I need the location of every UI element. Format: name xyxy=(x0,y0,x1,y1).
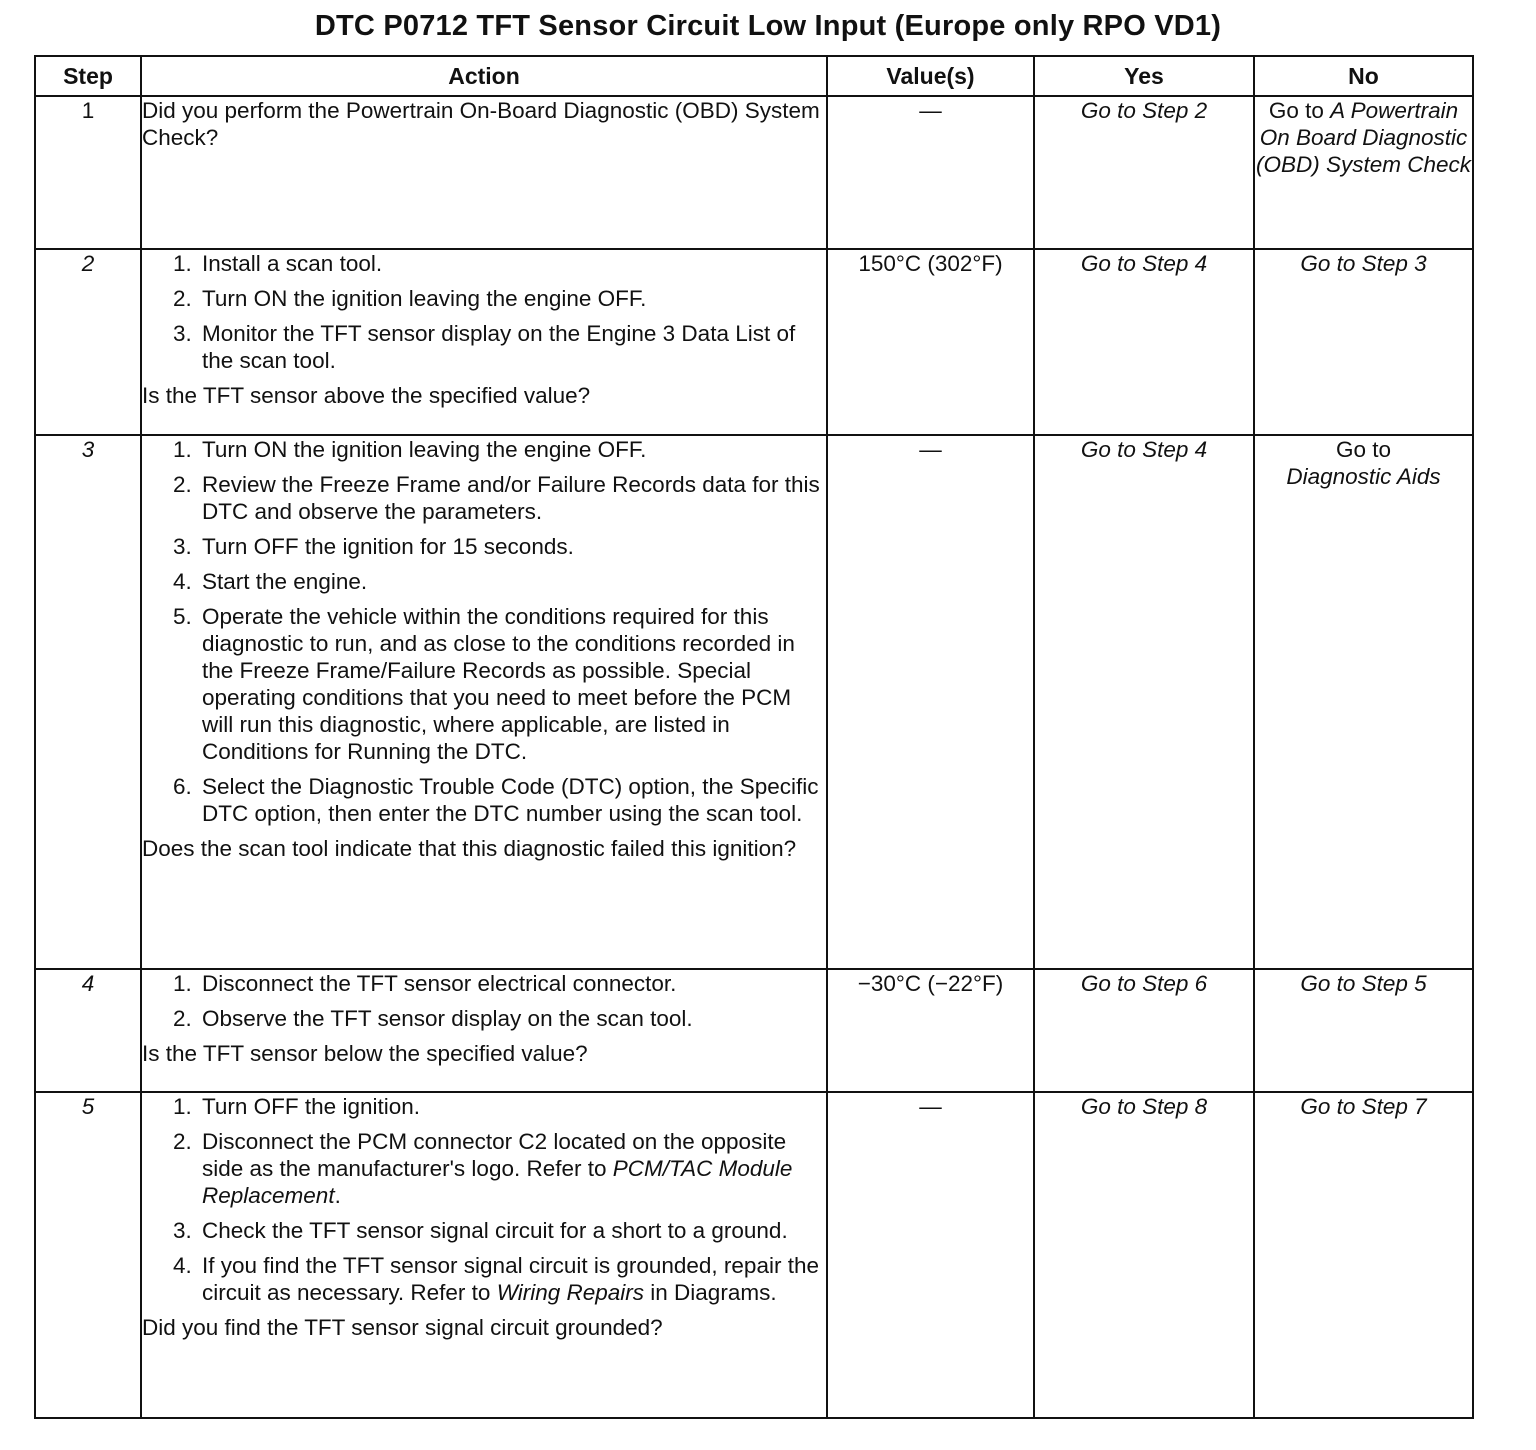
header-action: Action xyxy=(141,56,827,96)
page-title: DTC P0712 TFT Sensor Circuit Low Input (Europe only RPO VD1) xyxy=(314,10,1222,42)
no-link[interactable]: Diagnostic Aids xyxy=(1286,464,1441,489)
table-row xyxy=(35,1092,1473,1418)
action-step: 1. Disconnect the TFT sensor electrical connector. xyxy=(198,970,826,997)
action-cell xyxy=(141,96,827,249)
action-step xyxy=(198,1128,826,1209)
header-yes: Yes xyxy=(1034,56,1254,96)
yes-cell[interactable]: Go to Step 6 xyxy=(1034,969,1254,1092)
action-step: 2. Turn ON the ignition leaving the engine OFF. xyxy=(198,285,826,312)
no-cell[interactable] xyxy=(1254,96,1473,249)
step-number: 3 xyxy=(35,435,141,969)
yes-cell[interactable]: Go to Step 4 xyxy=(1034,249,1254,435)
action-step-text: If you find the TFT sensor signal circuit is grounded, repair the circuit as necessary. Refer to xyxy=(202,1253,819,1305)
value-cell: 150°C (302°F) xyxy=(827,249,1034,435)
header-values: Value(s) xyxy=(827,56,1034,96)
pcm-module-replacement-link[interactable]: PCM/TAC Module Replacement xyxy=(202,1156,793,1208)
header-row xyxy=(35,56,1473,96)
action-step xyxy=(198,1252,826,1306)
action-step-text: Disconnect the PCM connector C2 located on the opposite side as the manufacturer's logo. Refer to xyxy=(202,1129,787,1181)
action-step: 5. Operate the vehicle within the conditions required for this diagnostic to run, and as close to the conditions recorded in the Freeze Frame/Failure Records as possible. Special operating conditions that you need to meet before the PCM will run this diagnostic, where applicable, are listed in Conditions for Running the DTC. xyxy=(198,603,826,765)
action-step: 2. Observe the TFT sensor display on the scan tool. xyxy=(198,1005,826,1032)
table-row xyxy=(35,969,1473,1092)
header-no: No xyxy=(1254,56,1473,96)
value-cell: — xyxy=(827,96,1034,249)
no-cell[interactable] xyxy=(1254,435,1473,969)
action-steps xyxy=(142,970,826,1032)
action-step-end: in Diagrams. xyxy=(644,1280,777,1305)
action-question: Is the TFT sensor below the specified value? xyxy=(142,1041,588,1066)
action-question: Is the TFT sensor above the specified value? xyxy=(142,383,591,408)
action-step: 1. Turn OFF the ignition. xyxy=(198,1093,826,1120)
action-steps xyxy=(142,250,826,374)
step-number: 2 xyxy=(35,249,141,435)
action-step-end: . xyxy=(334,1183,341,1208)
action-step: 6. Select the Diagnostic Trouble Code (DTC) option, the Specific DTC option, then enter the DTC number using the scan tool. xyxy=(198,773,826,827)
no-prefix: Go to xyxy=(1335,437,1392,462)
yes-cell[interactable]: Go to Step 4 xyxy=(1034,435,1254,969)
step-number: 4 xyxy=(35,969,141,1092)
action-cell xyxy=(141,249,827,435)
action-cell xyxy=(141,1092,827,1418)
action-cell xyxy=(141,435,827,969)
no-link[interactable]: A Powertrain On Board Diagnostic (OBD) System Check xyxy=(1255,98,1472,177)
action-steps xyxy=(142,1093,826,1306)
action-step: 3. Turn OFF the ignition for 15 seconds. xyxy=(198,533,826,560)
action-question: Did you find the TFT sensor signal circuit grounded? xyxy=(142,1315,663,1340)
action-steps xyxy=(142,436,826,827)
action-step: 1. Install a scan tool. xyxy=(198,250,826,277)
wiring-repairs-link[interactable]: Wiring Repairs xyxy=(496,1280,645,1305)
action-question: Does the scan tool indicate that this diagnostic failed this ignition? xyxy=(142,836,797,861)
yes-cell[interactable]: Go to Step 8 xyxy=(1034,1092,1254,1418)
action-step: 4. Start the engine. xyxy=(198,568,826,595)
step-number: 1 xyxy=(35,96,141,249)
value-cell: −30°C (−22°F) xyxy=(827,969,1034,1092)
table-row xyxy=(35,96,1473,249)
yes-cell[interactable]: Go to Step 2 xyxy=(1034,96,1254,249)
no-cell[interactable]: Go to Step 3 xyxy=(1254,249,1473,435)
action-cell xyxy=(141,969,827,1092)
action-step: 3. Monitor the TFT sensor display on the Engine 3 Data List of the scan tool. xyxy=(198,320,826,374)
action-question: Did you perform the Powertrain On-Board Diagnostic (OBD) System Check? xyxy=(142,98,820,150)
no-cell[interactable]: Go to Step 7 xyxy=(1254,1092,1473,1418)
no-prefix: Go to xyxy=(1268,98,1331,123)
table-row xyxy=(35,435,1473,969)
value-cell: — xyxy=(827,1092,1034,1418)
no-cell[interactable]: Go to Step 5 xyxy=(1254,969,1473,1092)
table-row xyxy=(35,249,1473,435)
action-step: 1. Turn ON the ignition leaving the engine OFF. xyxy=(198,436,826,463)
diagnostic-table xyxy=(34,55,1474,1419)
value-cell: — xyxy=(827,435,1034,969)
action-step: 2. Review the Freeze Frame and/or Failure Records data for this DTC and observe the parameters. xyxy=(198,471,826,525)
action-step: 3. Check the TFT sensor signal circuit for a short to a ground. xyxy=(198,1217,826,1244)
header-step: Step xyxy=(35,56,141,96)
step-number: 5 xyxy=(35,1092,141,1418)
